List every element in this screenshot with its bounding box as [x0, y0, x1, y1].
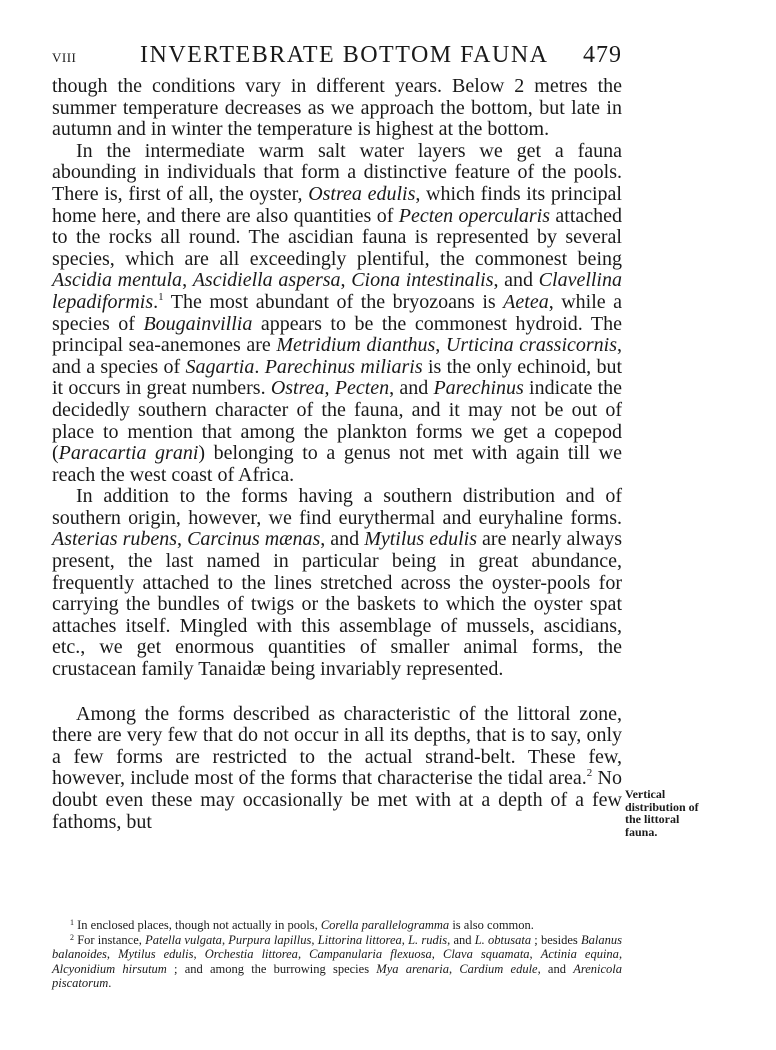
margin-note: Vertical distribution of the littoral fauna. — [625, 787, 699, 839]
chapter-number: VIII — [52, 50, 77, 65]
paragraph-1: though the conditions vary in different years. Below 2 metres the summer temperature decreases as we approach the bottom, but late in autumn and in winter the temperature is highest at the bottom. — [52, 75, 622, 141]
paragraph-2: In the intermediate warm salt water layers we get a fauna abounding in individuals that form a distinctive feature of the pools. There is, first of all, the oyster, Ostrea edulis, which finds its principal home here, and there are also quantities of Pecten opercularis attached to the rocks all round. The ascidian fauna is represented by several species, which are all exceedingly plentiful, the commonest being Ascidia mentula, Ascidiella aspersa, Ciona intestinalis, and Clavellina lepadiformis.$^1$ The most abundant of the bryozoans is Aetea, while a species of Bougainvillia appears to be the commonest hydroid. The principal sea-anemones are Metridium dianthus, Urticina crassicornis, and a species of Sagartia. Parechinus miliaris is the only echinoid, but it occurs in great numbers. Ostrea, Pecten, and Parechinus indicate the decidedly southern character of the fauna, and it may not be out of place to mention that among the plankton forms we get a copepod (Paracartia grani) belonging to a genus not met with again till we reach the west coast of Africa. — [52, 139, 623, 486]
footnote-ref-2: 2 — [586, 767, 593, 780]
paragraph-4: Among the forms described as characteristic of the littoral zone, there are very few that do not occur in all its depths, that is to say, only a few forms are restricted to the actual strand-belt. These few, however, include most of the forms that characterise the tidal area.$^2$ No doubt even these may occasionally be met with at a depth of a few fathoms, but — [52, 702, 622, 833]
running-header — [52, 40, 622, 70]
page-number: 479 — [583, 42, 622, 68]
footnote-2: $^2$ For instance, Patella vulgata, Purpura lapillus, Littorina littorea, L. rudis, and L. obtusata ; besides Balanus balanoides, Mytilus edulis, Orchestia littorea, Campanularia flexuosa, Clava squamata, Actinia equina, Alcyonidium hirsutum ; and among the burrowing species Mya arenaria, Cardium edule, and Arenicola piscatorum. — [52, 932, 623, 991]
footnote-1: $^1$ In enclosed places, though not actually in pools, Corella parallelogramma is also common. — [70, 918, 534, 932]
body-text — [52, 76, 622, 833]
paragraph-3: In addition to the forms having a southern distribution and of southern origin, however, we find eurythermal and euryhaline forms. Asterias rubens, Carcinus mænas, and Mytilus edulis are nearly always present, the last named in particular being in great abundance, frequently attached to the lines stretched across the oyster-pools for carrying the bundles of twigs or the baskets to which the oyster spat attaches itself. Mingled with this assemblage of mussels, ascidians, etc., we get enormous quantities of smaller animal forms, the crustacean family Tanaidæ being invariably represented. — [52, 485, 623, 681]
running-title: INVERTEBRATE BOTTOM FAUNA — [140, 42, 549, 68]
footnote-ref-1: 1 — [158, 290, 164, 303]
footnotes — [52, 918, 622, 991]
